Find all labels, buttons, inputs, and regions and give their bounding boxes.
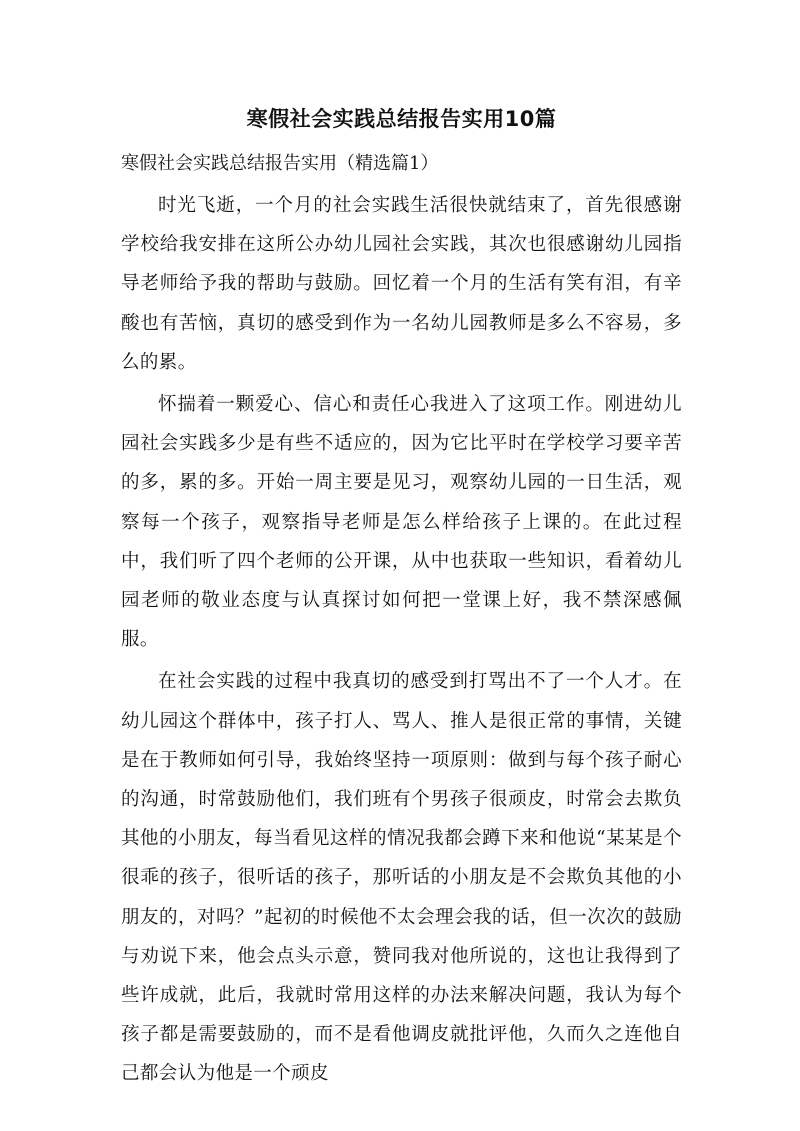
paragraph-2: 怀揣着一颗爱心、信心和责任心我进入了这项工作。刚进幼儿园社会实践多少是有些不适应的，因为它比平时在学校学习要辛苦的多，累的多。开始一周主要是见习，观察幼儿园的一日生活，观察每一个孩子，观察指导老师是怎么样给孩子上课的。在此过程中，我们听了四个老师的公开课，从中也获取一些知识，看着幼儿园老师的敬业态度与认真探讨如何把一堂课上好，我不禁深感佩服。 bbox=[121, 394, 682, 651]
paragraph-3: 在社会实践的过程中我真切的感受到打骂出不了一个人才。在幼儿园这个群体中，孩子打人、骂人、推人是很正常的事情，关键是在于教师如何引导，我始终坚持一项原则：做到与每个孩子耐心的沟通，时常鼓励他们，我们班有个男孩子很顽皮，时常会去欺负其他的小朋友，每当看见这样的情况我都会蹲下来和他说“某某是个很乖的孩子，很听话的孩子，那听话的小朋友是不会欺负其他的小朋友的，对吗？”起初的时候他不太会理会我的话，但一次次的鼓励与劝说下来，他会点头示意，赞同我对他所说的，这也让我得到了些许成就，此后，我就时常用这样的办法来解决问题，我认为每个孩子都是需要鼓励的，而不是看他调皮就批评他，久而久之连他自己都会认为他是一个顽皮 bbox=[121, 671, 682, 1085]
section-subtitle: 寒假社会实践总结报告实用（精选篇1） bbox=[121, 153, 439, 174]
paragraph-1: 时光飞逝，一个月的社会实践生活很快就结束了，首先很感谢学校给我安排在这所公办幼儿园社会实践，其次也很感谢幼儿园指导老师给予我的帮助与鼓励。回忆着一个月的生活有笑有泪，有辛酸也有苦恼，真切的感受到作为一名幼儿园教师是多么不容易，多么的累。 bbox=[121, 195, 682, 373]
document-title: 寒假社会实践总结报告实用10篇 bbox=[246, 107, 557, 131]
